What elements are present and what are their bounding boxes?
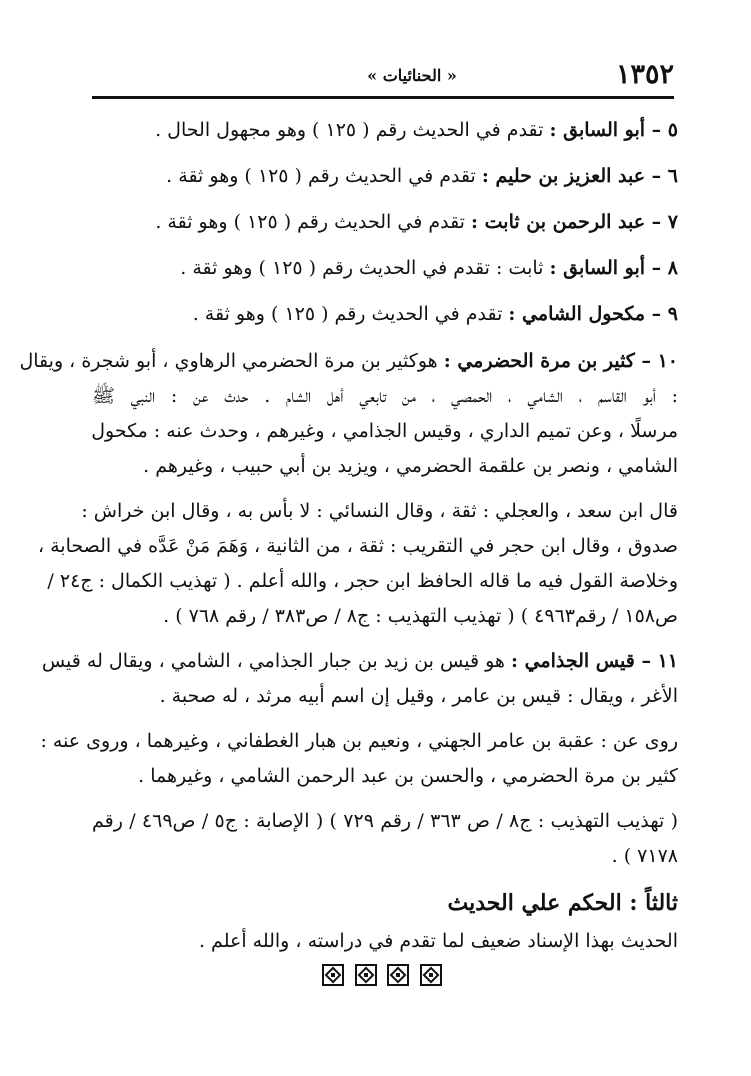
paragraph-line: ص١٥٨ / رقم٤٩٦٣ ) ( تهذيب التهذيب : ج٨ / ص٣٨٣ / رقم ٧٦٨ ) .	[163, 605, 678, 627]
paragraph-line: الأغر ، ويقال : قيس بن عامر ، وقيل إن اسم أبيه مرثد ، له صحبة .	[159, 685, 678, 707]
paragraph-line: الشامي ، ونصر بن علقمة الحضرمي ، ويزيد بن أبي حبيب ، وغيرهم .	[143, 455, 678, 477]
entry-text: تقدم في الحديث رقم ( ١٢٥ ) وهو ثقة .	[155, 211, 472, 233]
entry-9	[92, 294, 678, 334]
section-text: الحديث بهذا الإسناد ضعيف لما تقدم في دراسته ، والله أعلم .	[198, 930, 678, 952]
paragraph-line	[19, 344, 678, 379]
ornament-square-icon	[420, 964, 442, 986]
entry-text: ثابت : تقدم في الحديث رقم ( ١٢٥ ) وهو ثقة .	[180, 257, 550, 279]
paragraph-line: : أبو القاسم ، الشامي ، الحمصي ، من تابعي أهل الشام . حدث عن : النبي ﷺ	[92, 385, 678, 407]
paragraph-line: قال ابن سعد ، والعجلي : ثقة ، وقال النسائي : لا بأس به ، وقال ابن خراش :	[81, 500, 678, 522]
header-rule	[92, 96, 674, 99]
paragraph-entry-11-narrators	[40, 724, 678, 794]
entry-label: ٥ – أبو السابق :	[549, 119, 678, 141]
entry-5	[92, 110, 678, 150]
paragraph-line: وخلاصة القول فيه ما قاله الحافظ ابن حجر ، والله أعلم . ( تهذيب الكمال : ج٢٤ /	[47, 570, 678, 592]
paragraph-line: كثير بن مرة الحضرمي ، والحسن بن عبد الرحمن الشامي ، وغيرهما .	[138, 765, 678, 787]
entry-label: ٧ – عبد الرحمن بن ثابت :	[471, 211, 678, 233]
page-number: ١٣٥٢	[615, 59, 674, 90]
entry-text: تقدم في الحديث رقم ( ١٢٥ ) وهو مجهول الحال .	[155, 119, 550, 141]
paragraph-entry-11-sources	[92, 804, 678, 874]
ornament-square-icon	[387, 964, 409, 986]
paragraph-line	[41, 644, 678, 679]
paragraph-line: روى عن : عقبة بن عامر الجهني ، ونعيم بن هبار الغطفاني ، وغيرهما ، وروى عنه :	[40, 730, 678, 752]
page-content	[19, 110, 678, 959]
entry-label: ١١ – قيس الجذامي :	[510, 650, 678, 672]
entry-label: ١٠ – كثير بن مرة الحضرمي :	[443, 350, 678, 372]
entry-text: تقدم في الحديث رقم ( ١٢٥ ) وهو ثقة .	[166, 165, 482, 187]
entry-8	[92, 248, 678, 288]
section-heading: ثالثاً : الحكم علي الحديث	[447, 890, 678, 916]
entry-6	[92, 156, 678, 196]
ornament-square-icon	[322, 964, 344, 986]
paragraph-entry-11	[41, 644, 678, 714]
running-title: « الحنائيات »	[367, 66, 457, 85]
entry-label: ٨ – أبو السابق :	[549, 257, 678, 279]
paragraph-line: ٧١٧٨ ) .	[611, 845, 678, 867]
paragraph-text: هو قيس بن زيد بن جبار الجذامي ، الشامي ، ويقال له قيس	[41, 650, 511, 672]
paragraph-line: ( تهذيب التهذيب : ج٨ / ص ٣٦٣ / رقم ٧٢٩ ) ( الإصابة : ج٥ / ص٤٦٩ / رقم	[92, 810, 678, 832]
entry-label: ٦ – عبد العزيز بن حليم :	[481, 165, 678, 187]
paragraph-text: هوكثير بن مرة الحضرمي الرهاوي ، أبو شجرة ، ويقال	[19, 350, 444, 372]
entry-text: تقدم في الحديث رقم ( ١٢٥ ) وهو ثقة .	[192, 303, 509, 325]
entry-7	[92, 202, 678, 242]
paragraph-line: صدوق ، وقال ابن حجر في التقريب : ثقة ، من الثانية ، وَهَمَ مَنْ عَدَّه في الصحابة ،	[37, 535, 678, 557]
entry-label: ٩ – مكحول الشامي :	[508, 303, 678, 325]
paragraph-entry-10-grading	[37, 494, 678, 634]
page-header	[92, 58, 674, 94]
paragraph-line: مرسلًا ، وعن تميم الداري ، وقيس الجذامي ، وغيرهم ، وحدث عنه : مكحول	[91, 420, 678, 442]
paragraph-entry-10	[19, 344, 678, 484]
ornament-row	[322, 964, 442, 990]
ornament-square-icon	[355, 964, 377, 986]
